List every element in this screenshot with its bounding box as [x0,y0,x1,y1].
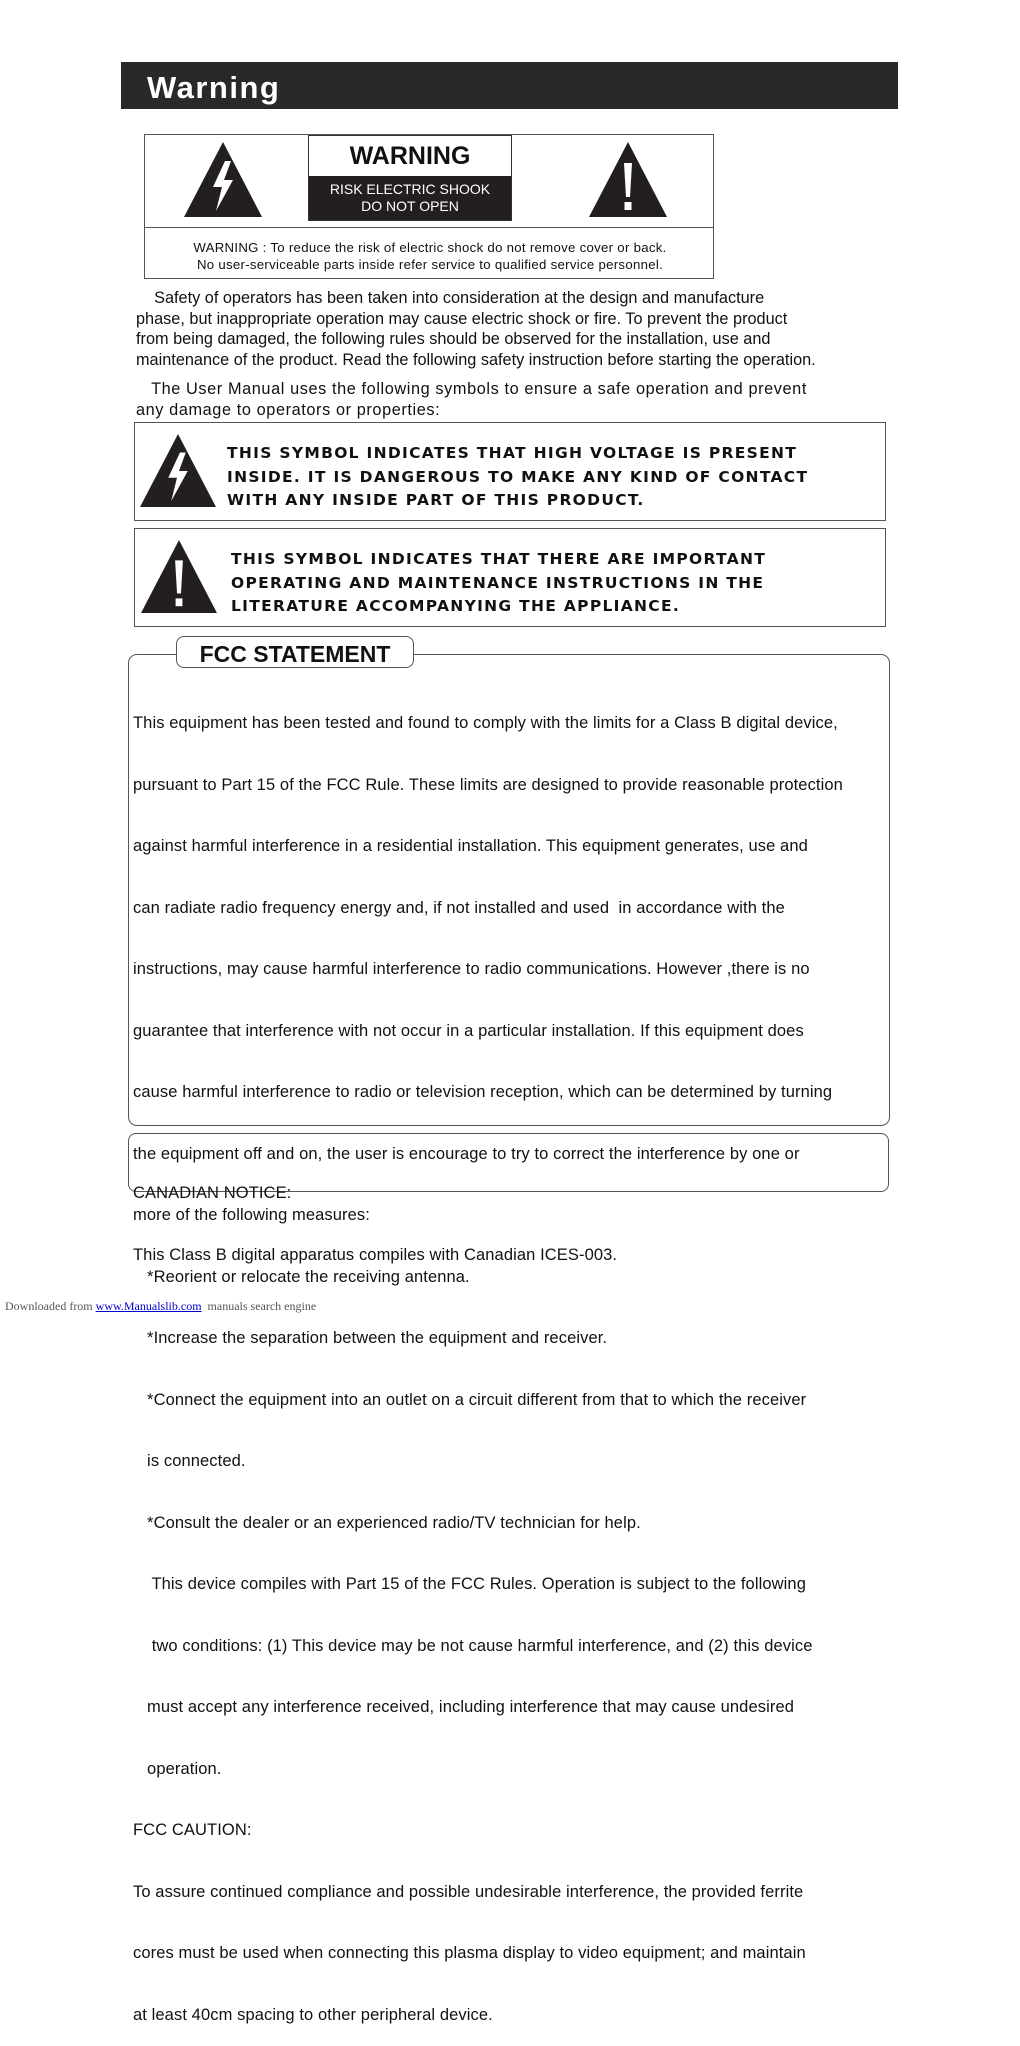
text-line: This Class B digital apparatus compiles with Canadian ICES-003. [133,1245,618,1264]
text-line: To assure continued compliance and possible undesirable interference, the provided ferrite [133,1882,804,1901]
text-line: maintenance of the product. Read the following safety instruction before starting the operation. [136,350,816,369]
text-line: This device compiles with Part 15 of the FCC Rules. Operation is subject to the following [133,1575,806,1593]
text-line: phase, but inappropriate operation may cause electric shock or fire. To prevent the product [136,309,788,328]
text-line: two conditions: (1) This device may be not cause harmful interference, and (2) this device [133,1636,813,1655]
text-line: The User Manual uses the following symbols to ensure a safe operation and prevent [136,380,807,398]
high-voltage-icon [139,433,217,508]
text-line: *Increase the separation between the equipment and receiver. [133,1329,608,1347]
text-line: instructions, may cause harmful interference to radio communications. However ,there is no [133,960,810,978]
text-line: operation. [133,1759,222,1778]
manualslib-link[interactable]: www.Manualslib.com [95,1299,202,1313]
text-line: *Reorient or relocate the receiving antenna. [133,1267,470,1286]
important-instructions-description [231,548,881,619]
text-line: at least 40cm spacing to other peripheral device. [133,2005,493,2024]
exclamation-icon [588,141,668,218]
text-line: guarantee that interference with not occur in a particular installation. If this equipment does [133,1021,804,1040]
text-line: THIS SYMBOL INDICATES THAT THERE ARE IMPORTANT [231,550,767,568]
warning-title: WARNING [349,142,471,170]
text-line: cause harmful interference to radio or television reception, which can be determined by turning [133,1083,833,1101]
page-title: Warning [147,70,281,105]
footer-prefix: Downloaded from [5,1299,96,1313]
risk-electric-shock-label [309,176,511,220]
text-line: against harmful interference in a residential installation. This equipment generates, use and [133,837,808,855]
text-line: OPERATING AND MAINTENANCE INSTRUCTIONS IN THE [231,573,765,592]
warning-note-line: WARNING : To reduce the risk of electric shock do not remove cover or back. [193,240,667,255]
warning-note-line: No user-serviceable parts inside refer service to qualified service personnel. [196,257,664,272]
text-line: This equipment has been tested and found to comply with the limits for a Class B digital device, [133,714,838,732]
text-line: Safety of operators has been taken into consideration at the design and manufacture [136,289,765,307]
text-line: FCC CAUTION: [133,1821,252,1839]
download-footer [5,1299,316,1314]
text-line: the equipment off and on, the user is encourage to try to correct the interference by one or [133,1144,800,1163]
safety-intro-paragraph [136,288,906,370]
exclamation-icon [140,539,218,614]
high-voltage-description [227,442,882,513]
text-line: *Consult the dealer or an experienced radio/TV technician for help. [133,1513,641,1532]
warning-note [150,239,710,273]
footer-suffix: manuals search engine [201,1299,317,1313]
text-line: from being damaged, the following rules should be observed for the installation, use and [136,330,771,348]
risk-line: RISK ELECTRIC SHOOK [329,181,491,197]
fcc-statement-heading: FCC STATEMENT [176,636,414,668]
risk-line: DO NOT OPEN [361,198,459,214]
high-voltage-icon [183,141,263,218]
canadian-notice-text [133,1142,617,1286]
text-line: must accept any interference received, including interference that may cause undesired [133,1698,795,1716]
text-line: CANADIAN NOTICE: [133,1184,292,1202]
text-line: any damage to operators or properties: [136,400,441,419]
text-line: INSIDE. IT IS DANGEROUS TO MAKE ANY KIND OF CONTACT [227,467,809,486]
text-line: is connected. [133,1452,246,1470]
text-line: pursuant to Part 15 of the FCC Rule. These limits are designed to provide reasonable protection [133,775,843,794]
text-line: THIS SYMBOL INDICATES THAT HIGH VOLTAGE IS PRESENT [227,444,798,462]
warning-divider [145,227,714,228]
text-line: WITH ANY INSIDE PART OF THIS PRODUCT. [227,491,645,509]
text-line: cores must be used when connecting this plasma display to video equipment; and maintain [133,1944,806,1962]
text-line: more of the following measures: [133,1206,370,1224]
text-line: LITERATURE ACCOMPANYING THE APPLIANCE. [231,597,681,615]
text-line: *Connect the equipment into an outlet on a circuit different from that to which the receiver [133,1390,807,1409]
text-line: can radiate radio frequency energy and, if not installed and used in accordance with the [133,898,785,917]
symbols-intro-paragraph [136,379,906,420]
fcc-statement-text [133,672,843,2046]
